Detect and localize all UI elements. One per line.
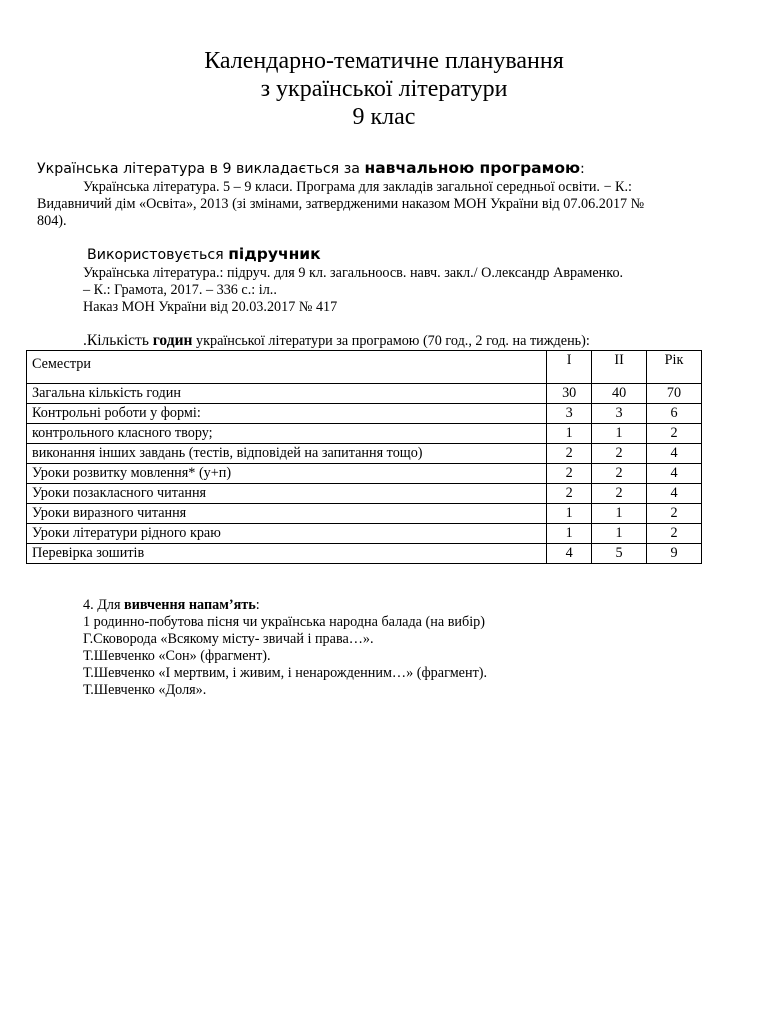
page-subtitle: з української літератури — [260, 76, 508, 102]
table-row — [27, 484, 702, 504]
row-year: 4 — [647, 464, 702, 484]
row-semester-1: 2 — [547, 464, 592, 484]
memorize-item: Т.Шевченко «І мертвим, і живим, і ненарожденним…» (фрагмент). — [83, 665, 488, 681]
row-semester-1: 2 — [547, 444, 592, 464]
row-semester-1: 4 — [547, 544, 592, 564]
row-semester-2: 3 — [592, 404, 647, 424]
row-semester-1: 1 — [547, 504, 592, 524]
row-label: Перевірка зошитів — [27, 544, 547, 564]
row-label: Уроки виразного читання — [27, 504, 547, 524]
row-label: Уроки літератури рідного краю — [27, 524, 547, 544]
table-row — [27, 384, 702, 404]
table-row — [27, 444, 702, 464]
textbook-line-2: – К.: Грамота, 2017. – 336 с.: іл.. — [83, 282, 277, 298]
hours-prefix: .Кількість — [83, 332, 153, 349]
memorize-item: Г.Сковорода «Всякому місту- звичай і права…». — [83, 631, 374, 647]
row-year: 9 — [647, 544, 702, 564]
textbook-line-1: Українська література.: підруч. для 9 кл. загальноосв. навч. закл./ О.лександр Авраменко. — [83, 265, 624, 281]
row-label: Уроки позакласного читання — [27, 484, 547, 504]
table-row — [27, 424, 702, 444]
row-semester-2: 40 — [592, 384, 647, 404]
program-intro — [37, 160, 585, 178]
row-year: 70 — [647, 384, 702, 404]
row-semester-2: 2 — [592, 464, 647, 484]
row-label: виконання інших завдань (тестів, відповідей на запитання тощо) — [27, 444, 547, 464]
row-year: 6 — [647, 404, 702, 424]
table-row — [27, 524, 702, 544]
hours-caption — [83, 332, 590, 350]
hours-table-body — [27, 351, 702, 564]
program-intro-prefix: Українська література в 9 викладається за — [37, 161, 365, 177]
table-header-row — [27, 351, 702, 384]
textbook-line-3: Наказ МОН України від 20.03.2017 № 417 — [83, 299, 338, 315]
row-semester-1: 30 — [547, 384, 592, 404]
row-label: контрольного класного твору; — [27, 424, 547, 444]
memorize-item: Т.Шевченко «Доля». — [83, 682, 207, 698]
table-row — [27, 464, 702, 484]
memorize-item: Т.Шевченко «Сон» (фрагмент). — [83, 648, 271, 664]
page-title: Календарно-тематичне планування — [204, 48, 564, 74]
hours-table — [26, 350, 702, 564]
row-year: 4 — [647, 484, 702, 504]
program-line-2: Видавничий дім «Освіта», 2013 (зі змінами, затвердженими наказом МОН України від 07.06.2017 № — [37, 196, 645, 212]
program-intro-bold: навчальною програмою — [364, 159, 581, 177]
hours-suffix: української літератури за програмою (70 год., 2 год. на тиждень): — [192, 333, 590, 349]
row-semester-1: 1 — [547, 424, 592, 444]
textbook-bold: підручник — [228, 245, 321, 263]
header-label: Семестри — [27, 351, 547, 384]
program-line-3: 804). — [37, 213, 67, 229]
row-semester-1: 2 — [547, 484, 592, 504]
row-semester-2: 1 — [592, 504, 647, 524]
program-intro-suffix: : — [580, 161, 585, 177]
memorize-item: 1 родинно-побутова пісня чи українська народна балада (на вибір) — [83, 614, 485, 630]
program-line-1: Українська література. 5 – 9 класи. Програма для закладів загальної середньої освіти. − К.: — [83, 179, 633, 195]
memorize-bold: вивчення напам’ять — [124, 597, 256, 613]
memorize-heading — [83, 597, 260, 614]
row-label: Уроки розвитку мовлення* (у+п) — [27, 464, 547, 484]
memorize-prefix: 4. Для — [83, 597, 125, 613]
table-row — [27, 504, 702, 524]
header-year: Рік — [647, 351, 702, 384]
row-label: Загальна кількість годин — [27, 384, 547, 404]
table-row — [27, 544, 702, 564]
class-grade: 9 клас — [352, 104, 416, 130]
textbook-prefix: Використовується — [87, 247, 229, 263]
hours-bold: годин — [152, 332, 193, 349]
row-year: 2 — [647, 424, 702, 444]
textbook-intro — [87, 246, 321, 264]
row-label: Контрольні роботи у формі: — [27, 404, 547, 424]
row-semester-2: 2 — [592, 484, 647, 504]
table-row — [27, 404, 702, 424]
header-semester-1: I — [547, 351, 592, 384]
memorize-suffix: : — [255, 597, 260, 613]
row-semester-2: 2 — [592, 444, 647, 464]
row-semester-1: 1 — [547, 524, 592, 544]
row-year: 4 — [647, 444, 702, 464]
row-year: 2 — [647, 504, 702, 524]
row-semester-2: 1 — [592, 524, 647, 544]
row-year: 2 — [647, 524, 702, 544]
row-semester-2: 5 — [592, 544, 647, 564]
row-semester-2: 1 — [592, 424, 647, 444]
row-semester-1: 3 — [547, 404, 592, 424]
header-semester-2: II — [592, 351, 647, 384]
